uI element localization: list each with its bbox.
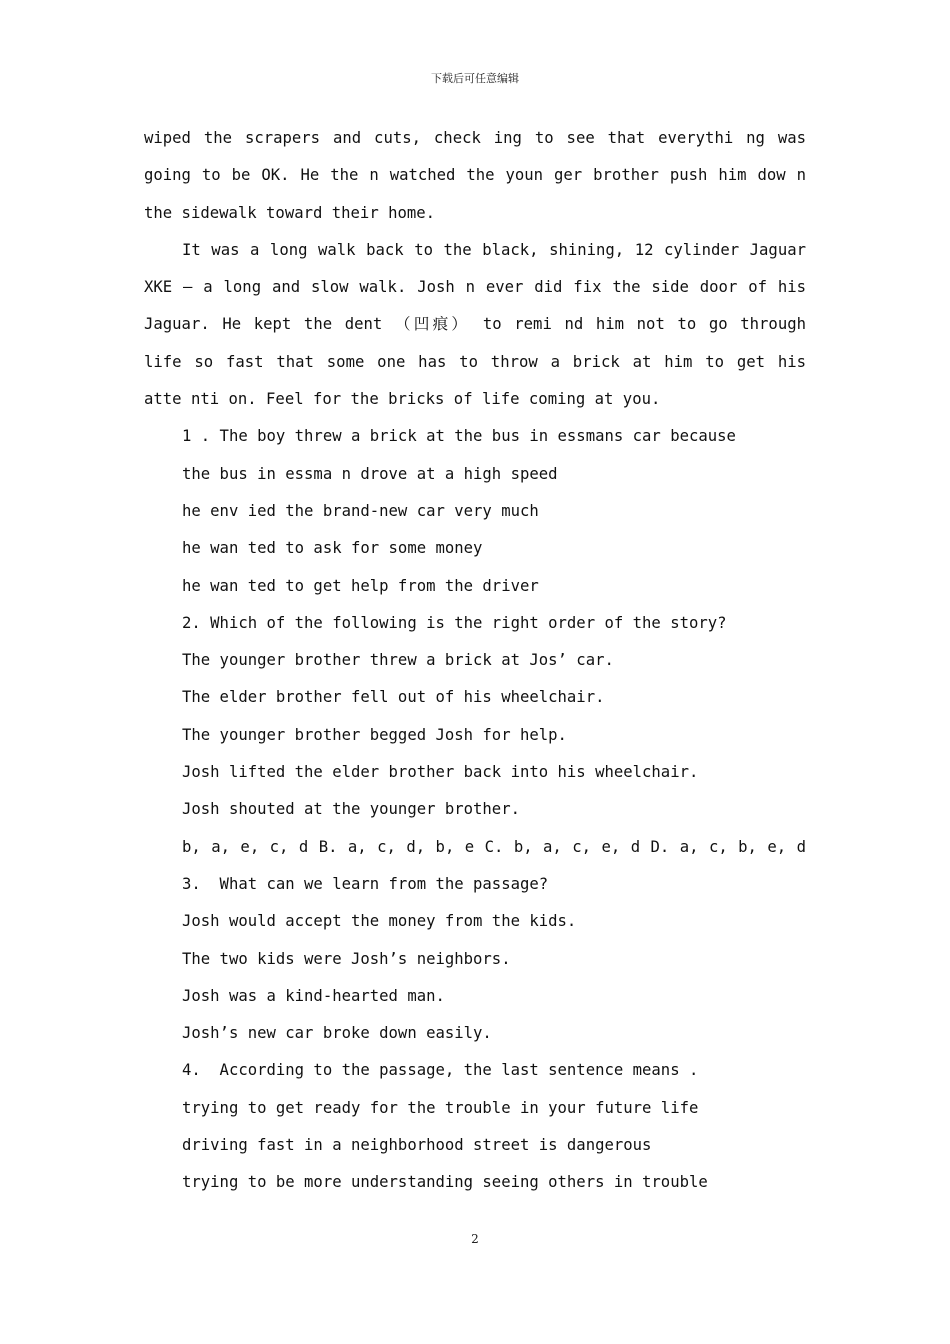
- question-stem: 1 . The boy threw a brick at the bus in essmans car because: [182, 427, 736, 446]
- text-line: going to be OK. He the n watched the youn ger brother push him dow n: [144, 166, 806, 185]
- answer-option: trying to get ready for the trouble in your future life: [182, 1098, 699, 1117]
- question-stem: 2. Which of the following is the right order of the story?: [182, 613, 727, 632]
- paragraph-1: [144, 120, 806, 232]
- story-event: Josh lifted the elder brother back into his wheelchair.: [182, 763, 699, 782]
- answer-option: the bus in essma n drove at a high speed: [182, 464, 558, 483]
- question-3: [144, 866, 806, 1052]
- question-stem: 4. According to the passage, the last sentence means .: [182, 1061, 699, 1080]
- question-1: [144, 418, 806, 604]
- answer-option: he wan ted to get help from the driver: [182, 576, 539, 595]
- answer-option: Josh would accept the money from the kids.: [182, 912, 577, 931]
- text-line: XKE — a long and slow walk. Josh n ever did fix the side door of his: [144, 278, 806, 297]
- story-event: The younger brother begged Josh for help.: [182, 725, 567, 744]
- page-number: 2: [471, 1232, 479, 1246]
- answer-option: trying to be more understanding seeing others in trouble: [182, 1173, 708, 1192]
- document-body: [144, 120, 806, 1202]
- answer-option: he env ied the brand-new car very much: [182, 501, 539, 520]
- story-event: The younger brother threw a brick at Jos’ car.: [182, 651, 614, 670]
- answer-choices: b, a, e, c, d B. a, c, d, b, e C. b, a, c, e, d D. a, c, b, e, d: [182, 837, 806, 856]
- paragraph-2: [144, 232, 806, 418]
- text-line: atte nti on. Feel for the bricks of life coming at you.: [144, 390, 661, 409]
- page-header: 下载后可任意编辑: [431, 72, 519, 85]
- text-line: It was a long walk back to the black, shining, 12 cylinder Jaguar: [182, 240, 806, 259]
- answer-option: he wan ted to ask for some money: [182, 539, 483, 558]
- question-2: [144, 605, 806, 866]
- answer-option: The two kids were Josh’s neighbors.: [182, 949, 511, 968]
- story-event: Josh shouted at the younger brother.: [182, 800, 520, 819]
- answer-option: Josh was a kind-hearted man.: [182, 986, 445, 1005]
- answer-option: driving fast in a neighborhood street is dangerous: [182, 1136, 652, 1155]
- question-stem: 3. What can we learn from the passage?: [182, 874, 549, 893]
- story-event: The elder brother fell out of his wheelchair.: [182, 688, 605, 707]
- text-line: life so fast that some one has to throw a brick at him to get his: [144, 352, 806, 371]
- answer-option: Josh’s new car broke down easily.: [182, 1024, 492, 1043]
- text-line: wiped the scrapers and cuts, check ing to see that everythi ng was: [144, 129, 806, 147]
- question-4: [144, 1052, 806, 1201]
- text-line: the sidewalk toward their home.: [144, 203, 436, 222]
- text-line: Jaguar. He kept the dent （凹痕） to remi nd him not to go through: [144, 315, 806, 334]
